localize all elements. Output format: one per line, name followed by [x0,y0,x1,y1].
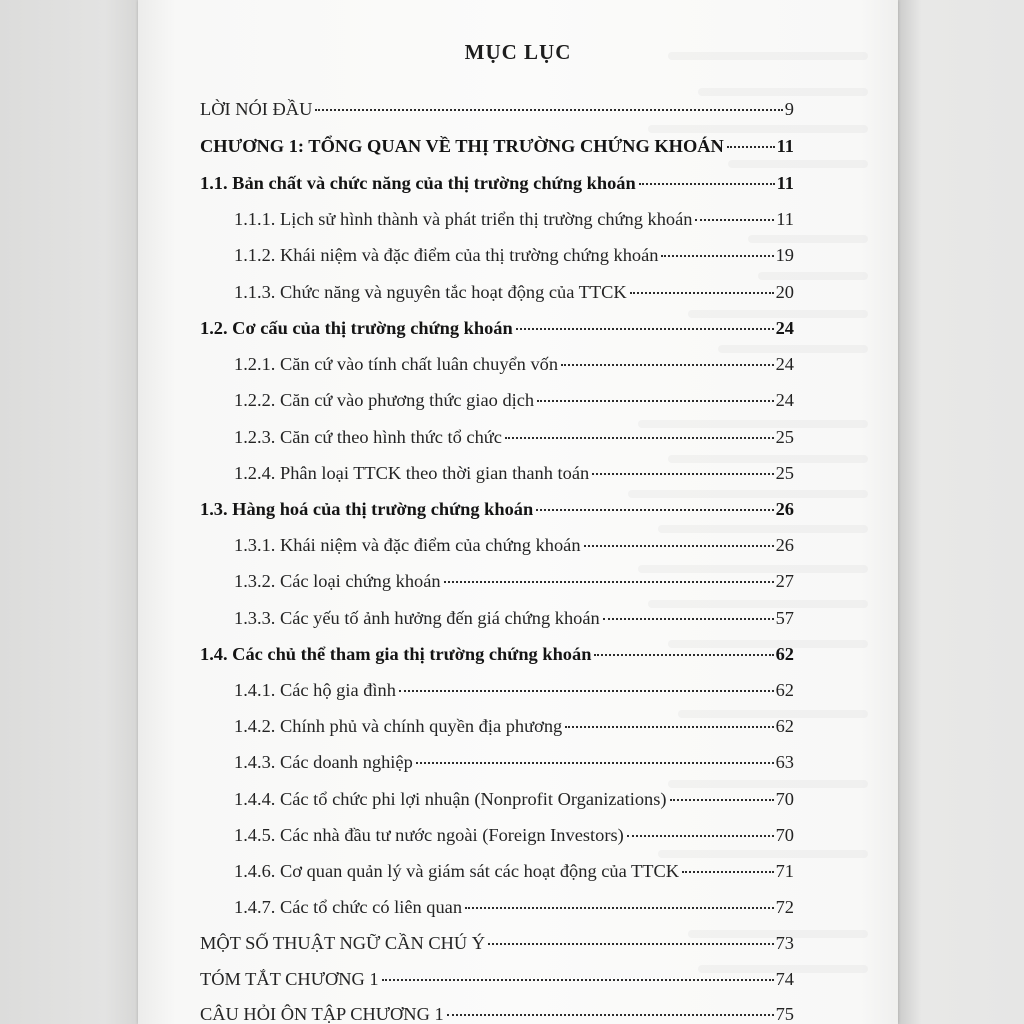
toc-entry-label: 1.1.3. Chức năng và nguyên tắc hoạt động của TTCK [234,282,627,302]
dot-leader [727,146,775,148]
toc-entry-chapter-1 [200,136,794,162]
toc-page-number: 25 [775,463,794,483]
toc-entry-label: 1.4.4. Các tổ chức phi lợi nhuận (Nonprofit Organizations) [234,789,667,809]
toc-entry-label: 1.3.2. Các loại chứng khoán [234,571,441,591]
toc-entry-1-1-1 [234,209,794,235]
toc-entry-label: 1.1. Bản chất và chức năng của thị trường chứng khoán [200,173,636,193]
dot-leader [488,943,774,945]
toc-entry-label: 1.4.3. Các doanh nghiệp [234,752,413,772]
toc-entry-preface [200,99,794,125]
toc-entry-label: 1.4.5. Các nhà đầu tư nước ngoài (Foreign Investors) [234,825,624,845]
toc-page-number: 11 [776,173,794,193]
toc-entry-1-3-2 [234,571,794,597]
toc-entry-label: 1.4.2. Chính phủ và chính quyền địa phương [234,716,563,736]
toc-page-number: 62 [775,644,794,664]
dot-leader [447,1014,774,1016]
dot-leader [592,473,773,475]
toc-entry-label: 1.4.7. Các tổ chức có liên quan [234,897,463,917]
toc-entry-1-4-6 [234,861,794,887]
toc-page-number: 70 [775,825,794,845]
toc-entry-label: CÂU HỎI ÔN TẬP CHƯƠNG 1 [200,1004,444,1024]
toc-page-number: 11 [776,209,794,229]
dot-leader [505,437,774,439]
toc-entry-label: 1.3.1. Khái niệm và đặc điểm của chứng khoán [234,535,581,555]
toc-entry-label: 1.2. Cơ cấu của thị trường chứng khoán [200,318,513,338]
toc-page-number: 62 [775,716,794,736]
toc-page-number: 24 [775,390,794,410]
dot-leader [536,509,773,511]
toc-page-number: 19 [775,245,794,265]
dot-leader [682,871,774,873]
toc-page-number: 63 [775,752,794,772]
toc-entry-1-4-5 [234,825,794,851]
toc-page-number: 26 [775,535,794,555]
toc-entry-1-1-2 [234,245,794,271]
dot-leader [516,328,774,330]
toc-page-number: 74 [775,969,794,989]
dot-leader [695,219,774,221]
toc-entry-1-2-2 [234,390,794,416]
toc-page-number: 20 [775,282,794,302]
toc-entry-1-2-1 [234,354,794,380]
toc-page-number: 73 [775,933,794,953]
toc-entry-label: 1.2.3. Căn cứ theo hình thức tổ chức [234,427,502,447]
toc-entry-label: 1.3. Hàng hoá của thị trường chứng khoán [200,499,534,519]
toc-entry-review-questions [200,1004,794,1024]
book-page [138,0,898,1024]
toc-page-number: 11 [776,136,794,156]
dot-leader [594,654,773,656]
toc-page-number: 57 [775,608,794,628]
toc-entry-label: 1.4. Các chủ thể tham gia thị trường chứng khoán [200,644,592,664]
toc-page-number: 62 [775,680,794,700]
toc-entry-label: 1.2.1. Căn cứ vào tính chất luân chuyển vốn [234,354,559,374]
toc-entry-1-2-3 [234,427,794,453]
toc-entry-section-1-4 [200,644,794,670]
toc-entry-1-3-1 [234,535,794,561]
toc-entry-section-1-3 [200,499,794,525]
dot-leader [465,907,774,909]
toc-entry-1-4-4 [234,789,794,815]
toc-page-number: 24 [775,354,794,374]
toc-entry-1-4-7 [234,897,794,923]
dot-leader [670,799,774,801]
dot-leader [639,183,775,185]
toc-entry-label: LỜI NÓI ĐẦU [200,99,313,119]
toc-entry-label: 1.3.3. Các yếu tố ảnh hưởng đến giá chứng khoán [234,608,600,628]
toc-page-number: 26 [775,499,794,519]
dot-leader [382,979,774,981]
toc-entry-1-4-2 [234,716,794,742]
toc-entry-glossary [200,933,794,959]
dot-leader [315,109,782,111]
toc-entry-1-3-3 [234,608,794,634]
page-title: MỤC LỤC [464,40,572,64]
dot-leader [584,545,774,547]
toc-page-number: 75 [775,1004,794,1024]
dot-leader [444,581,774,583]
toc-entry-section-1-1 [200,173,794,199]
background-left [0,0,150,1024]
dot-leader [399,690,774,692]
dot-leader [603,618,774,620]
toc-entry-1-1-3 [234,282,794,308]
dot-leader [416,762,774,764]
dot-leader [627,835,774,837]
toc-page-number: 25 [775,427,794,447]
toc-page-number: 9 [784,99,794,119]
dot-leader [630,292,774,294]
background-right [896,0,1024,1024]
toc-entry-1-4-3 [234,752,794,778]
dot-leader [537,400,774,402]
dot-leader [661,255,773,257]
toc-page-number: 72 [775,897,794,917]
toc-entry-label: 1.4.6. Cơ quan quản lý và giám sát các hoạt động của TTCK [234,861,680,881]
dot-leader [561,364,774,366]
toc-entry-label: 1.1.1. Lịch sử hình thành và phát triển thị trường chứng khoán [234,209,693,229]
toc-entry-label: 1.2.4. Phân loại TTCK theo thời gian thanh toán [234,463,590,483]
toc-page-number: 71 [775,861,794,881]
toc-entry-label: MỘT SỐ THUẬT NGỮ CẦN CHÚ Ý [200,933,486,953]
toc-entry-label: 1.2.2. Căn cứ vào phương thức giao dịch [234,390,535,410]
toc-page-number: 27 [775,571,794,591]
toc-entry-label: TÓM TẮT CHƯƠNG 1 [200,969,379,989]
toc-entry-1-2-4 [234,463,794,489]
toc-entry-summary [200,969,794,995]
toc-entry-section-1-2 [200,318,794,344]
toc-page-number: 24 [775,318,794,338]
toc-entry-label: 1.4.1. Các hộ gia đình [234,680,396,700]
toc-entry-1-4-1 [234,680,794,706]
dot-leader [565,726,773,728]
toc-entry-label: CHƯƠNG 1: TỔNG QUAN VỀ THỊ TRƯỜNG CHỨNG KHOÁN [200,136,724,156]
toc-page-number: 70 [775,789,794,809]
toc-entry-label: 1.1.2. Khái niệm và đặc điểm của thị trường chứng khoán [234,245,659,265]
